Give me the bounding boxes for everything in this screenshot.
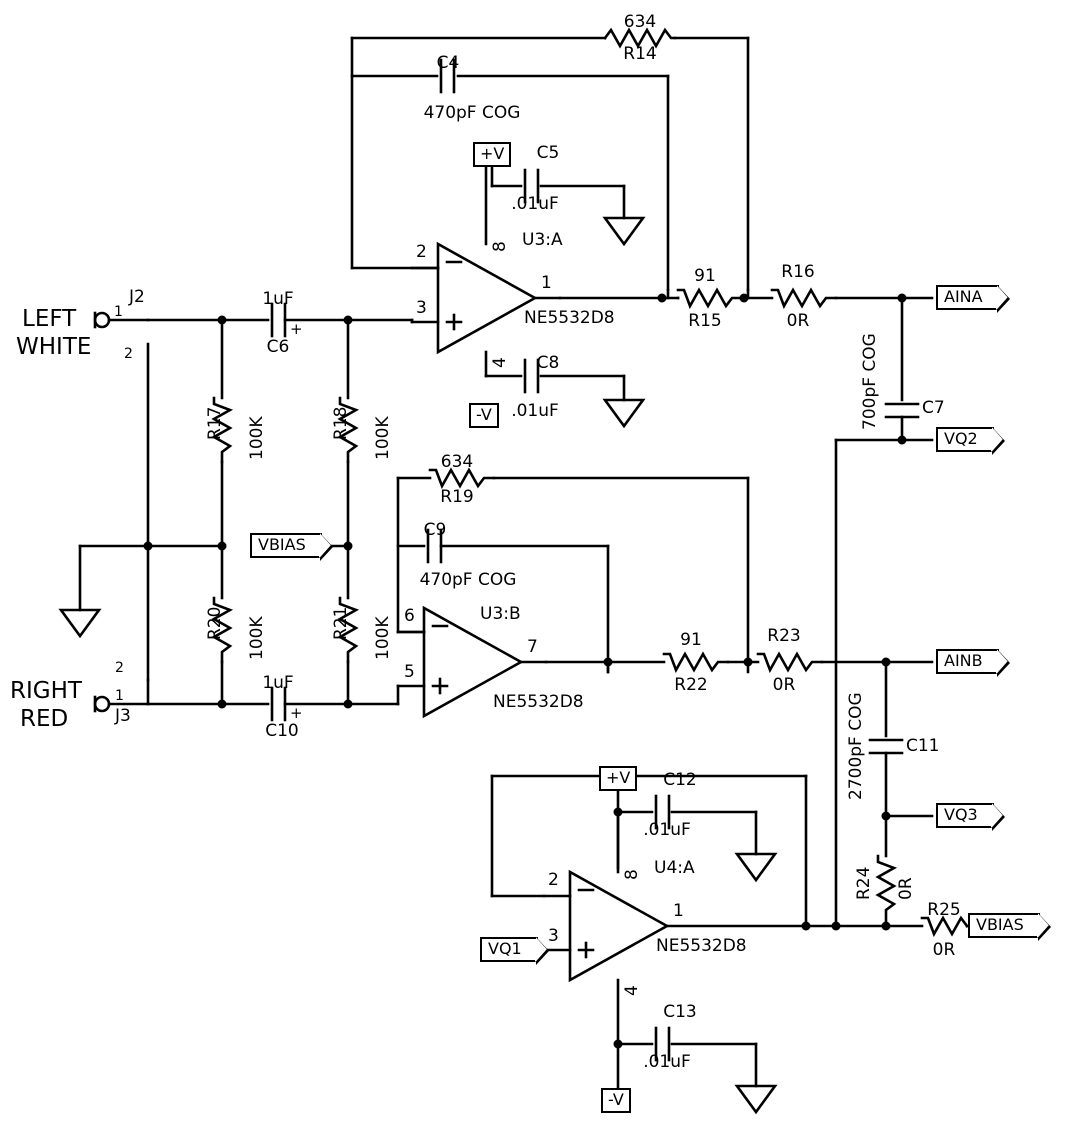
- c9-ref: C9: [423, 520, 447, 540]
- c4-ref: C4: [436, 53, 460, 73]
- power-flag-minus-v-bottom: -V: [601, 1088, 631, 1113]
- u3a-pin-4: 4: [490, 357, 510, 368]
- c7-ref: C7: [922, 398, 945, 418]
- power-flag-plus-v-bottom: +V: [599, 766, 637, 791]
- c8-ref: C8: [536, 353, 560, 373]
- net-label-vq1[interactable]: VQ1: [480, 937, 538, 962]
- r14-value: 634: [623, 12, 657, 32]
- j3-label-right: RIGHT: [10, 678, 82, 704]
- j2-ref: J2: [129, 287, 145, 307]
- c10-polarity: +: [290, 704, 303, 722]
- r15-value: 91: [694, 266, 716, 286]
- net-label-ainb[interactable]: AINB: [936, 649, 999, 674]
- r16-value: 0R: [786, 311, 810, 331]
- r19-ref: R19: [440, 487, 474, 507]
- u3a-pin-1: 1: [541, 273, 552, 293]
- u3b-pin-5: 5: [404, 662, 415, 682]
- j2-label-white: WHITE: [16, 334, 92, 360]
- j3-ref: J3: [115, 706, 131, 726]
- u4a-ref: U4:A: [654, 858, 695, 878]
- j3-label-red: RED: [20, 706, 69, 732]
- c12-value: .01uF: [643, 820, 691, 840]
- power-flag-plus-v-top: +V: [473, 142, 511, 167]
- j3-pin-1: 1: [115, 688, 124, 704]
- u3a-pin-3: 3: [416, 298, 427, 318]
- r25-ref: R25: [927, 900, 961, 920]
- net-label-vbias-mid[interactable]: VBIAS: [250, 533, 322, 558]
- c9-value: 470pF COG: [419, 570, 517, 590]
- c6-ref: C6: [266, 337, 290, 357]
- c13-value: .01uF: [643, 1052, 691, 1072]
- u3b-ref: U3:B: [480, 604, 521, 624]
- r24-value: 0R: [896, 877, 916, 900]
- r25-value: 0R: [932, 940, 956, 960]
- j2-pin-1: 1: [114, 304, 123, 320]
- u3a-part: NE5532D8: [524, 308, 615, 328]
- r17-value: 100K: [247, 416, 267, 460]
- c11-value: 2700pF COG: [846, 692, 866, 800]
- j3-pin-2: 2: [115, 660, 124, 676]
- u4a-part: NE5532D8: [656, 936, 747, 956]
- r24-ref: R24: [854, 866, 874, 900]
- r18-value: 100K: [373, 416, 393, 460]
- c4-value: 470pF COG: [423, 103, 521, 123]
- net-label-aina[interactable]: AINA: [936, 285, 999, 310]
- u3b-part: NE5532D8: [493, 692, 584, 712]
- c10-value: 1uF: [262, 673, 294, 693]
- power-flag-minus-v-top: -V: [469, 403, 499, 428]
- u3b-pin-6: 6: [404, 606, 415, 626]
- c10-ref: C10: [265, 721, 299, 741]
- r21-ref: R21: [331, 606, 351, 640]
- r16-ref: R16: [781, 262, 815, 282]
- c13-ref: C13: [663, 1002, 697, 1022]
- u4a-pin-8: 8: [622, 869, 642, 880]
- c5-ref: C5: [536, 143, 560, 163]
- u4a-pin-3: 3: [548, 926, 559, 946]
- r20-ref: R20: [205, 606, 225, 640]
- net-label-vq3[interactable]: VQ3: [936, 803, 994, 828]
- r23-value: 0R: [772, 675, 796, 695]
- u3a-pin-8: 8: [490, 241, 510, 252]
- c8-value: .01uF: [511, 401, 559, 421]
- r20-value: 100K: [247, 616, 267, 660]
- u3a-pin-2: 2: [416, 242, 427, 262]
- c11-ref: C11: [906, 736, 940, 756]
- r23-ref: R23: [767, 626, 801, 646]
- c12-ref: C12: [663, 770, 697, 790]
- r21-value: 100K: [373, 616, 393, 660]
- r18-ref: R18: [331, 406, 351, 440]
- r19-value: 634: [440, 452, 474, 472]
- r15-ref: R15: [688, 311, 722, 331]
- r22-value: 91: [680, 630, 702, 650]
- c6-polarity: +: [290, 320, 303, 338]
- u4a-pin-2: 2: [548, 870, 559, 890]
- u4a-pin-4: 4: [622, 985, 642, 996]
- u4a-pin-1: 1: [673, 901, 684, 921]
- net-label-vbias-right[interactable]: VBIAS: [968, 913, 1040, 938]
- j2-label-left: LEFT: [22, 306, 77, 332]
- j2-pin-2: 2: [124, 346, 133, 362]
- r14-ref: R14: [623, 44, 657, 64]
- u3b-pin-7: 7: [527, 637, 538, 657]
- c5-value: .01uF: [511, 194, 559, 214]
- r22-ref: R22: [674, 675, 708, 695]
- u3a-ref: U3:A: [522, 230, 563, 250]
- r17-ref: R17: [205, 406, 225, 440]
- c7-value: 700pF COG: [860, 333, 880, 430]
- c6-value: 1uF: [262, 289, 294, 309]
- net-label-vq2[interactable]: VQ2: [936, 427, 994, 452]
